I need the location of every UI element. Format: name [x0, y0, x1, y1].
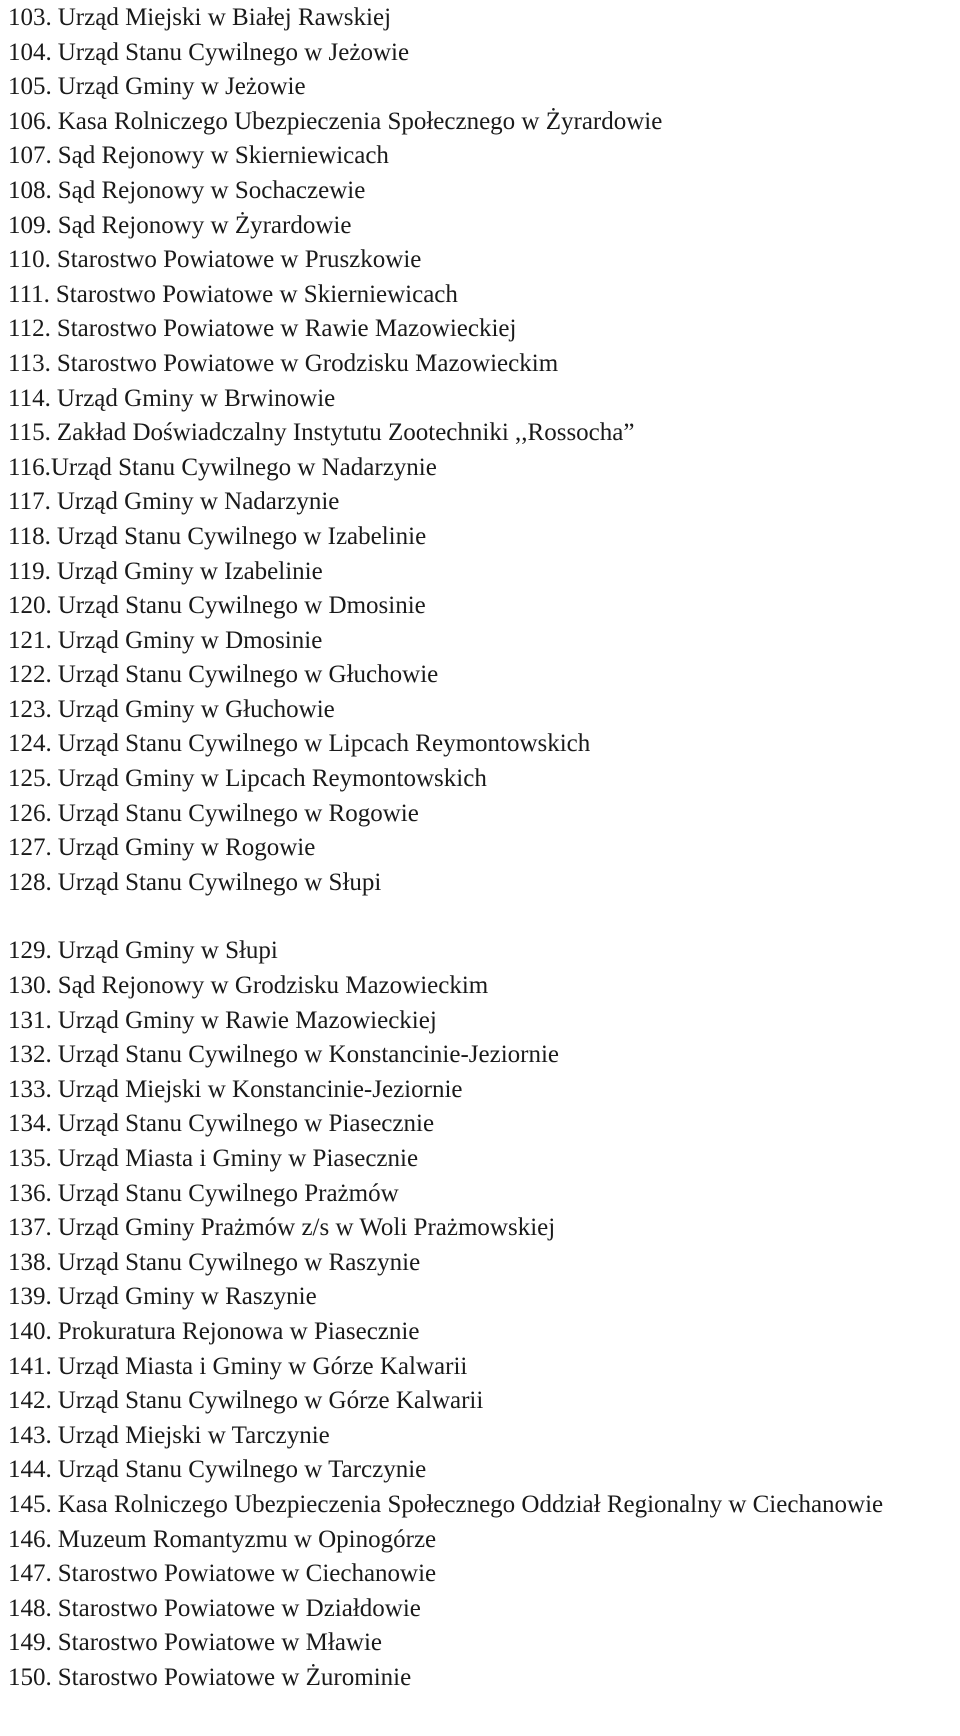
item-text: Starostwo Powiatowe w Skierniewicach — [55, 280, 458, 308]
item-number: 126. — [8, 799, 52, 827]
list-item — [8, 1142, 954, 1177]
item-number: 138. — [8, 1248, 52, 1276]
item-text: Urząd Stanu Cywilnego w Nadarzynie — [50, 453, 437, 481]
item-number: 129. — [8, 937, 52, 965]
item-text: Urząd Gminy w Jeżowie — [57, 73, 306, 101]
item-number: 144. — [8, 1456, 52, 1484]
item-text: Urząd Stanu Cywilnego w Górze Kalwarii — [57, 1387, 484, 1415]
list-item — [8, 831, 954, 866]
list-item — [8, 1661, 954, 1696]
list-item — [8, 762, 954, 797]
list-item — [8, 1453, 954, 1488]
item-text: Urząd Stanu Cywilnego w Piasecznie — [57, 1110, 435, 1138]
list-item — [8, 658, 954, 693]
list-item — [8, 347, 954, 382]
item-number: 103. — [8, 4, 52, 31]
item-number: 132. — [8, 1041, 52, 1069]
item-number: 133. — [8, 1075, 52, 1103]
item-number: 105. — [8, 73, 52, 101]
item-text: Sąd Rejonowy w Żyrardowie — [57, 211, 352, 239]
list-item — [8, 589, 954, 624]
item-number: 113. — [8, 349, 51, 377]
item-number: 131. — [8, 1006, 52, 1034]
item-text: Starostwo Powiatowe w Ciechanowie — [57, 1560, 437, 1588]
item-text: Urząd Stanu Cywilnego w Jeżowie — [57, 38, 410, 66]
list-item — [8, 969, 954, 1004]
item-number: 130. — [8, 972, 52, 1000]
item-text: Urząd Stanu Cywilnego w Głuchowie — [57, 661, 439, 689]
list-item — [8, 1073, 954, 1108]
list-item — [8, 1004, 954, 1039]
item-text: Urząd Gminy w Lipcach Reymontowskich — [57, 765, 487, 793]
item-text: Urząd Miejski w Tarczynie — [57, 1421, 330, 1449]
item-text: Urząd Miejski w Białej Rawskiej — [57, 4, 392, 31]
item-number: 104. — [8, 38, 52, 66]
item-number: 125. — [8, 765, 52, 793]
list-item — [8, 520, 954, 555]
item-number: 123. — [8, 695, 52, 723]
item-number: 148. — [8, 1594, 52, 1622]
list-item — [8, 451, 954, 486]
item-text: Urząd Stanu Cywilnego w Raszynie — [57, 1248, 421, 1276]
list-item — [8, 693, 954, 728]
item-number: 136. — [8, 1179, 52, 1207]
item-number: 140. — [8, 1317, 52, 1345]
item-text: Starostwo Powiatowe w Działdowie — [57, 1594, 421, 1622]
item-number: 117. — [8, 488, 51, 516]
item-text: Kasa Rolniczego Ubezpieczenia Społecznego w Żyrardowie — [57, 107, 663, 135]
list-item — [8, 1107, 954, 1142]
item-number: 146. — [8, 1525, 52, 1553]
item-text: Urząd Stanu Cywilnego w Izabelinie — [56, 522, 427, 550]
item-number: 145. — [8, 1490, 52, 1518]
list-item — [8, 312, 954, 347]
list-item — [8, 1419, 954, 1454]
list-item — [8, 934, 954, 969]
item-number: 124. — [8, 730, 52, 758]
item-text: Urząd Gminy w Słupi — [57, 937, 278, 965]
item-text: Urząd Stanu Cywilnego Prażmów — [57, 1179, 399, 1207]
list-item — [8, 866, 954, 901]
item-text: Starostwo Powiatowe w Rawie Mazowieckiej — [56, 315, 517, 343]
item-text: Urząd Stanu Cywilnego w Tarczynie — [57, 1456, 427, 1484]
item-text: Starostwo Powiatowe w Pruszkowie — [56, 246, 422, 274]
item-number: 110. — [8, 246, 51, 274]
item-text: Urząd Gminy w Raszynie — [57, 1283, 317, 1311]
item-text: Urząd Stanu Cywilnego w Słupi — [57, 868, 382, 896]
item-text: Starostwo Powiatowe w Mławie — [57, 1629, 383, 1657]
list-item — [8, 209, 954, 244]
item-text: Sąd Rejonowy w Grodzisku Mazowieckim — [57, 972, 489, 1000]
item-text: Urząd Miejski w Konstancinie-Jeziornie — [57, 1075, 463, 1103]
item-number: 122. — [8, 661, 52, 689]
item-text: Urząd Gminy w Brwinowie — [56, 384, 336, 412]
item-number: 137. — [8, 1214, 52, 1242]
item-text: Urząd Miasta i Gminy w Piasecznie — [57, 1145, 419, 1172]
list-item — [8, 1523, 954, 1558]
list-item — [8, 1246, 954, 1281]
item-text: Urząd Gminy w Nadarzynie — [56, 488, 340, 516]
list-item — [8, 797, 954, 832]
item-text: Urząd Gminy w Dmosinie — [57, 626, 323, 654]
item-number: 141. — [8, 1352, 52, 1380]
item-number: 106. — [8, 107, 52, 135]
item-text: Sąd Rejonowy w Skierniewicach — [57, 142, 389, 170]
item-text: Urząd Gminy Prażmów z/s w Woli Prażmowskiej — [57, 1214, 556, 1242]
item-text: Urząd Gminy w Głuchowie — [57, 695, 335, 723]
list-item — [8, 1592, 954, 1627]
list-item — [8, 243, 954, 278]
list-item — [8, 1280, 954, 1315]
list-item — [8, 485, 954, 520]
list-item — [8, 1350, 954, 1385]
list-item — [8, 70, 954, 105]
list-item — [8, 1626, 954, 1661]
list-item — [8, 1488, 954, 1523]
item-number: 115. — [8, 419, 51, 447]
item-text: Muzeum Romantyzmu w Opinogórze — [57, 1525, 437, 1553]
item-number: 142. — [8, 1387, 52, 1415]
list-item — [8, 382, 954, 417]
item-number: 134. — [8, 1110, 52, 1138]
institution-list — [8, 1, 954, 1696]
item-number: 108. — [8, 176, 52, 204]
item-number: 143. — [8, 1421, 52, 1449]
item-number: 120. — [8, 592, 52, 620]
list-item — [8, 1038, 954, 1073]
list-item — [8, 278, 954, 313]
list-item — [8, 1211, 954, 1246]
item-text: Urząd Stanu Cywilnego w Rogowie — [57, 799, 419, 827]
item-text: Urząd Gminy w Rogowie — [57, 834, 316, 862]
item-text: Kasa Rolniczego Ubezpieczenia Społecznego Oddział Regionalny w Ciechanowie — [57, 1490, 884, 1518]
item-text: Urząd Gminy w Izabelinie — [56, 557, 323, 585]
list-item — [8, 1384, 954, 1419]
list-item — [8, 105, 954, 140]
item-number: 116. — [8, 453, 51, 481]
list-item — [8, 36, 954, 71]
list-item — [8, 727, 954, 762]
item-text: Urząd Stanu Cywilnego w Dmosinie — [57, 592, 426, 620]
item-number: 121. — [8, 626, 52, 654]
list-item — [8, 1557, 954, 1592]
list-item — [8, 555, 954, 590]
item-text: Sąd Rejonowy w Sochaczewie — [57, 176, 366, 204]
item-number: 109. — [8, 211, 52, 239]
item-number: 114. — [8, 384, 51, 412]
item-number: 127. — [8, 834, 52, 862]
list-item — [8, 416, 954, 451]
list-item — [8, 624, 954, 659]
item-text: Starostwo Powiatowe w Żurominie — [57, 1663, 412, 1691]
item-number: 111. — [8, 280, 50, 308]
item-text: Zakład Doświadczalny Instytutu Zootechniki ,,Rossocha” — [56, 419, 635, 447]
list-item — [8, 1315, 954, 1350]
item-number: 150. — [8, 1663, 52, 1691]
item-number: 149. — [8, 1629, 52, 1657]
blank-line — [8, 900, 954, 934]
list-item — [8, 1, 954, 36]
item-number: 119. — [8, 557, 51, 585]
item-text: Urząd Miasta i Gminy w Górze Kalwarii — [57, 1352, 468, 1380]
item-number: 128. — [8, 868, 52, 896]
list-item — [8, 139, 954, 174]
item-number: 147. — [8, 1560, 52, 1588]
item-number: 107. — [8, 142, 52, 170]
item-number: 112. — [8, 315, 51, 343]
item-number: 118. — [8, 522, 51, 550]
item-text: Urząd Stanu Cywilnego w Konstancinie-Jeziornie — [57, 1041, 560, 1069]
list-item — [8, 174, 954, 209]
item-text: Starostwo Powiatowe w Grodzisku Mazowieckim — [56, 349, 559, 377]
item-number: 135. — [8, 1145, 52, 1172]
item-text: Urząd Stanu Cywilnego w Lipcach Reymontowskich — [57, 730, 591, 758]
item-text: Urząd Gminy w Rawie Mazowieckiej — [57, 1006, 437, 1034]
list-item — [8, 1177, 954, 1212]
item-number: 139. — [8, 1283, 52, 1311]
item-text: Prokuratura Rejonowa w Piasecznie — [57, 1317, 420, 1345]
